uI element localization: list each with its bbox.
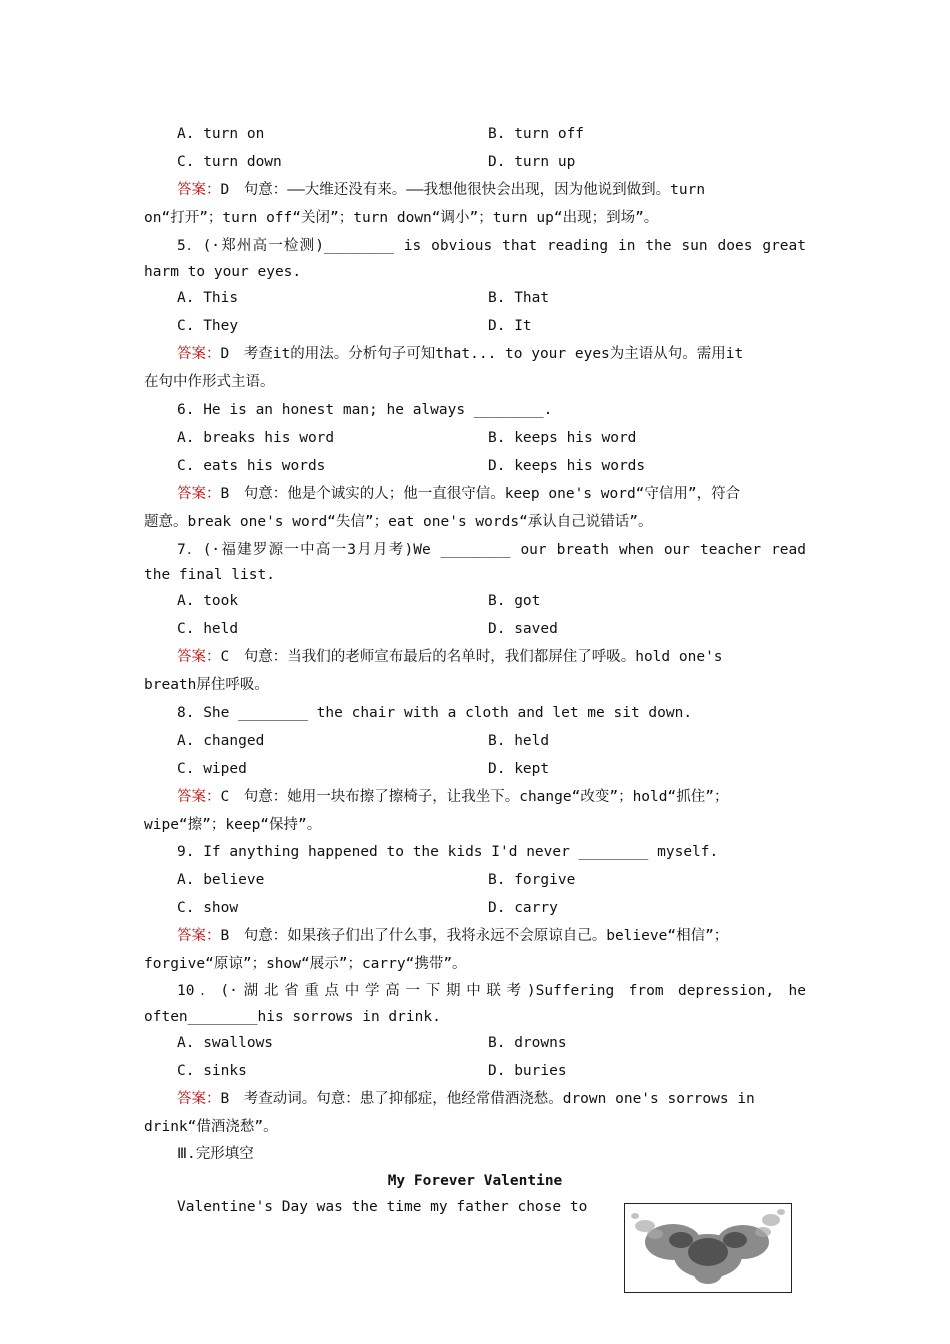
q9-stem: 9. If anything happened to the kids I'd never ________ myself. bbox=[177, 844, 719, 860]
q5-answer-line2: 在句中作形式主语。 bbox=[144, 374, 275, 390]
q9-option-a: A. believe bbox=[177, 872, 265, 888]
q6-option-b: B. keeps his word bbox=[488, 430, 637, 446]
q7-option-c: C. held bbox=[177, 621, 239, 637]
q8-option-b: B. held bbox=[488, 733, 550, 749]
passage-title: My Forever Valentine bbox=[387, 1173, 563, 1189]
q5-option-c: C. They bbox=[177, 318, 239, 334]
q7-stem-line2: the final list. bbox=[144, 567, 275, 583]
q4-option-a: A. turn on bbox=[177, 126, 265, 142]
q8-stem: 8. She ________ the chair with a cloth and let me sit down. bbox=[177, 705, 693, 721]
q6-option-d: D. keeps his words bbox=[488, 458, 646, 474]
q5-option-d: D. It bbox=[488, 318, 532, 334]
q9-option-b: B. forgive bbox=[488, 872, 576, 888]
answer-label: 答案： bbox=[177, 182, 221, 198]
q5-stem-line1: 5．(·郑州高一检测)________ is obvious that reading in the sun does great bbox=[177, 238, 806, 254]
q8-option-c: C. wiped bbox=[177, 761, 247, 777]
q4-answer-line1: 答案：D 句意：——大维还没有来。——我想他很快会出现，因为他说到做到。turn bbox=[177, 182, 706, 198]
q6-answer-line1: 答案：B 句意：他是个诚实的人；他一直很守信。keep one's word“守信用”，符合 bbox=[177, 486, 741, 502]
q7-option-a: A. took bbox=[177, 593, 239, 609]
q4-option-d: D. turn up bbox=[488, 154, 576, 170]
answer-label: 答案： bbox=[177, 1091, 221, 1107]
q10-stem-line2: often________his sorrows in drink. bbox=[144, 1009, 441, 1025]
q5-stem-line2: harm to your eyes. bbox=[144, 264, 302, 280]
q5-option-a: A. This bbox=[177, 290, 239, 306]
q8-answer-line1: 答案：C 句意：她用一块布擦了擦椅子，让我坐下。change“改变”；hold“抓住”； bbox=[177, 789, 729, 805]
q7-option-b: B. got bbox=[488, 593, 541, 609]
answer-label: 答案： bbox=[177, 789, 221, 805]
q9-option-c: C. show bbox=[177, 900, 239, 916]
q9-option-d: D. carry bbox=[488, 900, 558, 916]
q10-stem-line1: 10．(·湖北省重点中学高一下期中联考)Suffering from depression, he bbox=[177, 983, 806, 999]
q7-option-d: D. saved bbox=[488, 621, 558, 637]
q7-answer-line1: 答案：C 句意：当我们的老师宣布最后的名单时，我们都屏住了呼吸。hold one's bbox=[177, 649, 723, 665]
q8-option-d: D. kept bbox=[488, 761, 550, 777]
section-heading: Ⅲ.完形填空 bbox=[177, 1146, 254, 1162]
q4-option-b: B. turn off bbox=[488, 126, 585, 142]
answer-label: 答案： bbox=[177, 928, 221, 944]
answer-label: 答案： bbox=[177, 486, 221, 502]
answer-label: 答案： bbox=[177, 649, 221, 665]
q10-answer-line1: 答案：B 考查动词。句意：患了抑郁症，他经常借酒浇愁。drown one's sorrows in bbox=[177, 1091, 755, 1107]
passage-first-line: Valentine's Day was the time my father chose to bbox=[177, 1199, 588, 1215]
illustration-figure bbox=[624, 1203, 792, 1293]
q6-option-c: C. eats his words bbox=[177, 458, 326, 474]
q6-stem: 6. He is an honest man; he always ________. bbox=[177, 402, 553, 418]
q10-option-a: A. swallows bbox=[177, 1035, 274, 1051]
q5-answer-line1: 答案：D 考查it的用法。分析句子可知that... to your eyes为主语从句。需用it bbox=[177, 346, 744, 362]
answer-label: 答案： bbox=[177, 346, 221, 362]
q10-option-c: C. sinks bbox=[177, 1063, 247, 1079]
q8-answer-line2: wipe“擦”；keep“保持”。 bbox=[144, 817, 322, 833]
q6-option-a: A. breaks his word bbox=[177, 430, 335, 446]
q4-answer-line2: on“打开”；turn off“关闭”；turn down“调小”；turn up“出现；到场”。 bbox=[144, 210, 659, 226]
q10-option-d: D. buries bbox=[488, 1063, 567, 1079]
q9-answer-line2: forgive“原谅”；show“展示”；carry“携带”。 bbox=[144, 956, 467, 972]
q6-answer-line2: 题意。break one's word“失信”；eat one's words“承认自己说错话”。 bbox=[144, 514, 653, 530]
q10-answer-line2: drink“借酒浇愁”。 bbox=[144, 1119, 278, 1135]
q9-answer-line1: 答案：B 句意：如果孩子们出了什么事，我将永远不会原谅自己。believe“相信”； bbox=[177, 928, 729, 944]
q8-option-a: A. changed bbox=[177, 733, 265, 749]
q4-option-c: C. turn down bbox=[177, 154, 282, 170]
heart-illustration bbox=[625, 1204, 791, 1292]
q10-option-b: B. drowns bbox=[488, 1035, 567, 1051]
q7-stem-line1: 7．(·福建罗源一中高一3月月考)We ________ our breath when our teacher read bbox=[177, 542, 806, 558]
q5-option-b: B. That bbox=[488, 290, 550, 306]
q7-answer-line2: breath屏住呼吸。 bbox=[144, 677, 269, 693]
